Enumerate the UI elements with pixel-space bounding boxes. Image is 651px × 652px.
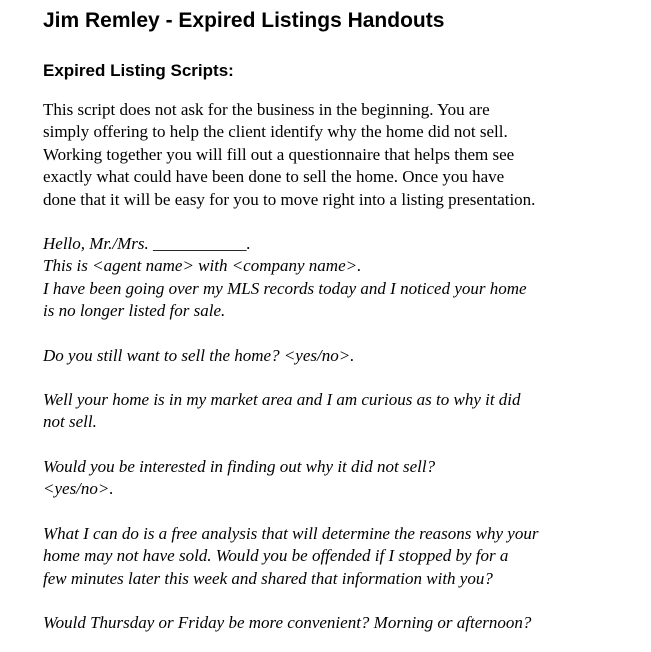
script-free-analysis [43,523,633,590]
script-line: Would you be interested in finding out why it did not sell? [43,456,436,476]
handout-page [43,8,633,634]
script-line: I have been going over my MLS records today and I noticed your home [43,278,527,298]
section-subtitle: Expired Listing Scripts: [43,61,234,80]
intro-line: Working together you will fill out a questionnaire that helps them see [43,144,515,164]
intro-paragraph [43,99,633,211]
script-line: few minutes later this week and shared that information with you? [43,568,493,588]
document-title: Jim Remley - Expired Listings Handouts [43,9,445,32]
intro-line: exactly what could have been done to sell the home. Once you have [43,167,505,187]
script-appointment-close [43,612,633,634]
script-line: What I can do is a free analysis that will determine the reasons why your [43,523,539,543]
script-line: This is <agent name> with <company name>. [43,256,362,276]
intro-line: simply offering to help the client identify why the home did not sell. [43,122,508,142]
script-line: home may not have sold. Would you be offended if I stopped by for a [43,546,509,566]
script-line: Would Thursday or Friday be more convenient? Morning or afternoon? [43,612,532,632]
script-question-sell [43,345,633,367]
script-line: is no longer listed for sale. [43,301,226,321]
script-market-area [43,389,633,434]
script-line: Hello, Mr./Mrs. ___________. [43,234,251,254]
intro-line: done that it will be easy for you to move right into a listing presentation. [43,189,536,209]
script-line: not sell. [43,412,97,432]
script-line: <yes/no>. [43,479,114,499]
intro-line: This script does not ask for the business in the beginning. You are [43,100,490,119]
script-interest-question [43,456,633,501]
script-line: Do you still want to sell the home? <yes/no>. [43,345,355,365]
script-line: Well your home is in my market area and I am curious as to why it did [43,390,521,410]
script-greeting [43,233,633,323]
